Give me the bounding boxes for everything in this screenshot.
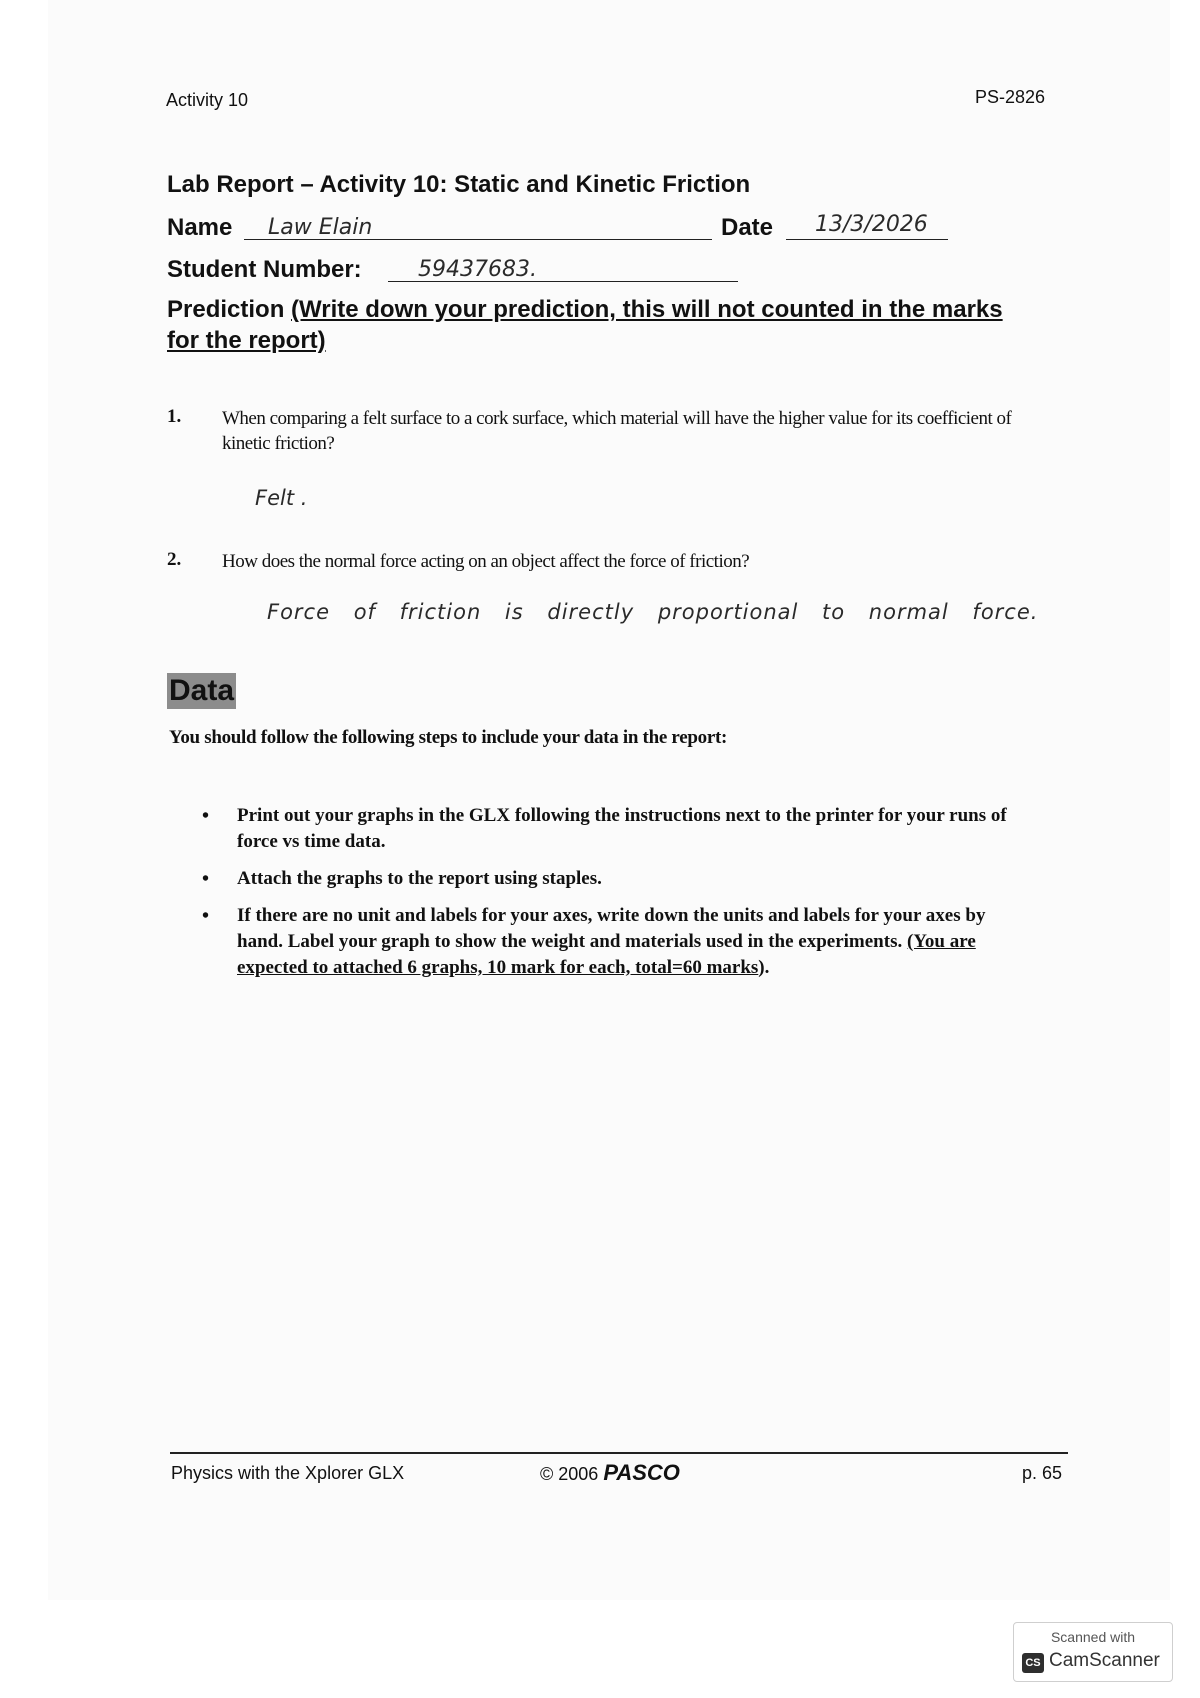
pasco-logo: PASCO (603, 1460, 680, 1485)
header-code: PS-2826 (975, 87, 1046, 107)
question-2-text: How does the normal force acting on an object affect the force of friction? (222, 551, 750, 572)
data-steps-list (202, 803, 1007, 992)
footer-rule (170, 1452, 1068, 1454)
name-label: Name (167, 214, 233, 241)
list-item: • Attach the graphs to the report using staples. (202, 868, 602, 890)
student-number-value: 59437683. (418, 257, 537, 282)
footer-copyright: © 2006 PASCO (540, 1460, 680, 1485)
date-label: Date (721, 214, 774, 241)
name-value: Law Elain (268, 215, 373, 240)
question-2-answer: Force of friction is directly proportional to normal force. (267, 600, 1039, 624)
header-activity: Activity 10 (166, 90, 249, 110)
list-item: • Print out your graphs in the GLX following the instructions next to the printer for your runs of force vs time data. (202, 805, 1007, 852)
footer-page-number: p. 65 (1022, 1463, 1063, 1483)
footer-book-title: Physics with the Xplorer GLX (171, 1463, 405, 1483)
student-number-label: Student Number: (167, 256, 362, 283)
prediction-note: (Write down your prediction, this will not counted in the marks for the report) (167, 296, 1003, 354)
data-heading: Data (169, 674, 235, 707)
prediction-lead: Prediction (167, 296, 292, 323)
question-1-number: 1. (167, 406, 182, 427)
page-title: Lab Report – Activity 10: Static and Kinetic Friction (167, 171, 751, 198)
prediction-heading (167, 294, 1027, 356)
camscanner-icon: CS (1022, 1653, 1044, 1673)
question-1-text: When comparing a felt surface to a cork surface, which material will have the higher value for its coefficient of kinetic friction? (222, 408, 1012, 454)
date-line (786, 239, 948, 240)
date-value: 13/3/2026 (815, 212, 928, 237)
list-item: • If there are no unit and labels for your axes, write down the units and labels for your axes by hand. Label your graph to show the weight and materials used in the experiments. (You are expected to attached 6 graphs, 10 mark for each, total=60 marks). (202, 905, 986, 978)
camscanner-watermark: Scanned with CS CamScanner (1013, 1622, 1173, 1682)
question-2-number: 2. (167, 549, 182, 570)
question-1-answer: Felt . (255, 486, 308, 510)
data-instruction: You should follow the following steps to include your data in the report: (169, 727, 728, 748)
